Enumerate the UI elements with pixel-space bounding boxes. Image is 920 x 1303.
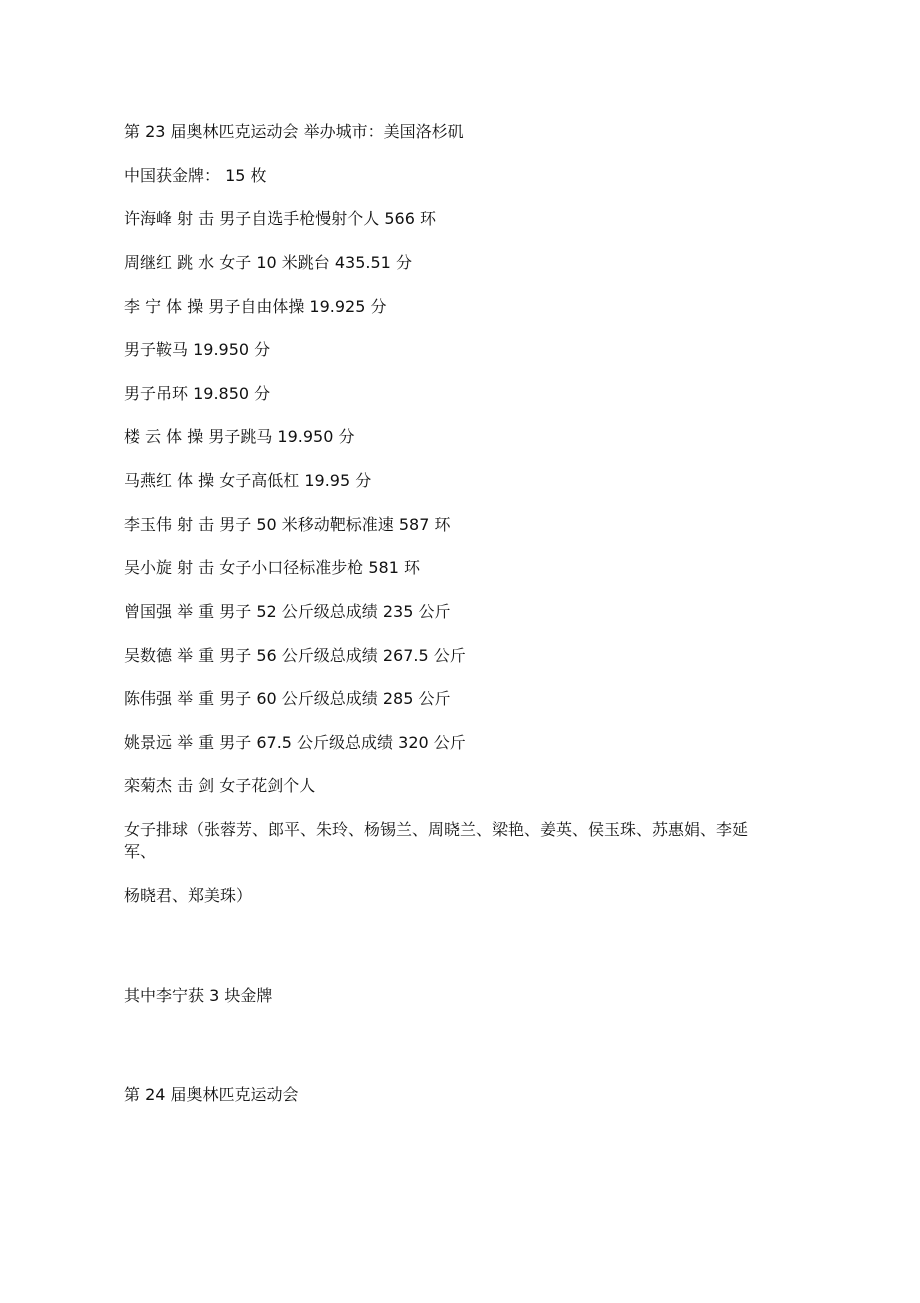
medal-entry: 李 宁 体 操 男子自由体操 19.925 分 [124, 297, 387, 316]
games-23-heading: 第 23 届奥林匹克运动会 举办城市：美国洛杉矶 [124, 122, 464, 141]
medal-entry: 男子鞍马 19.950 分 [124, 340, 271, 359]
medal-entry: 姚景远 举 重 男子 67.5 公斤级总成绩 320 公斤 [124, 733, 466, 752]
medal-entry: 男子吊环 19.850 分 [124, 384, 271, 403]
volleyball-team-entry: 女子排球（张蓉芳、郎平、朱玲、杨锡兰、周晓兰、梁艳、姜英、侯玉珠、苏惠娟、李延军、 [124, 820, 749, 861]
medal-entry: 栾菊杰 击 剑 女子花剑个人 [124, 776, 316, 795]
li-ning-note: 其中李宁获 3 块金牌 [124, 986, 273, 1005]
gold-medal-count: 中国获金牌： 15 枚 [124, 166, 267, 185]
medal-entry: 陈伟强 举 重 男子 60 公斤级总成绩 285 公斤 [124, 689, 451, 708]
medal-entry: 曾国强 举 重 男子 52 公斤级总成绩 235 公斤 [124, 602, 451, 621]
volleyball-team-continued: 杨晓君、郑美珠） [124, 886, 253, 905]
medal-entry: 马燕红 体 操 女子高低杠 19.95 分 [124, 471, 372, 490]
medal-entry: 李玉伟 射 击 男子 50 米移动靶标准速 587 环 [124, 515, 451, 534]
medal-entry: 许海峰 射 击 男子自选手枪慢射个人 566 环 [124, 209, 436, 228]
medal-entry: 吴小旋 射 击 女子小口径标准步枪 581 环 [124, 558, 420, 577]
medal-entry: 吴数德 举 重 男子 56 公斤级总成绩 267.5 公斤 [124, 646, 466, 665]
medal-entry: 周继红 跳 水 女子 10 米跳台 435.51 分 [124, 253, 412, 272]
games-24-heading: 第 24 届奥林匹克运动会 [124, 1085, 299, 1104]
medal-entry: 楼 云 体 操 男子跳马 19.950 分 [124, 427, 355, 446]
